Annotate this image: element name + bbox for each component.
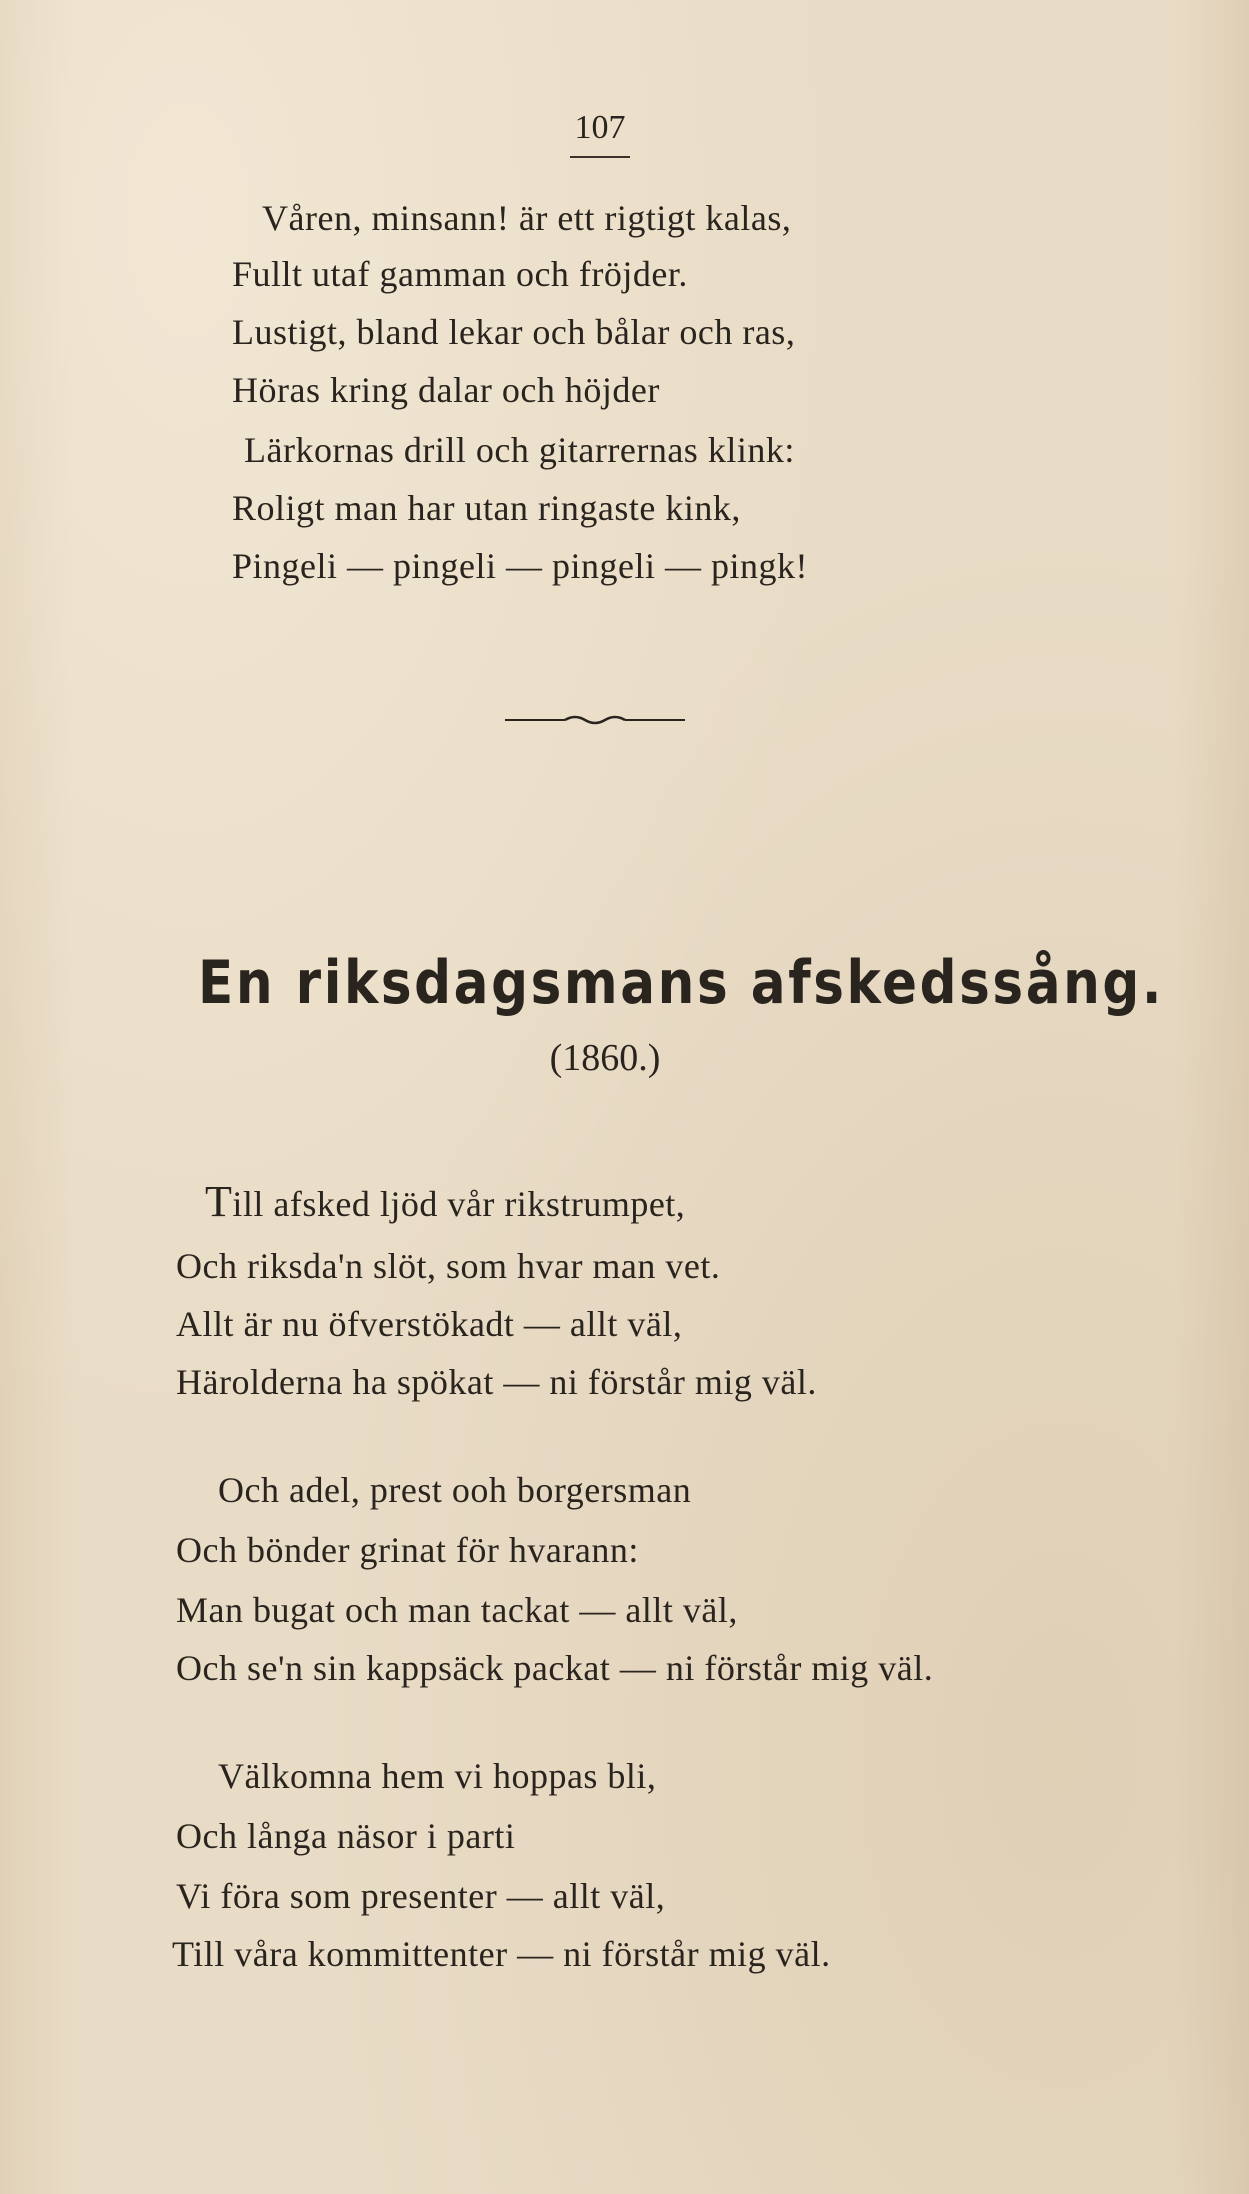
- poem-year: (1860.): [549, 1037, 661, 1079]
- poem1-line: Pingeli — pingeli — pingeli — pingk!: [232, 546, 808, 586]
- stanza2-line: Och adel, prest ooh borgersman: [218, 1470, 692, 1510]
- poem1-line: Fullt utaf gamman och fröjder.: [232, 254, 688, 294]
- stanza2-line: Man bugat och man tackat — allt väl,: [176, 1590, 738, 1630]
- poem1-line: Höras kring dalar och höjder: [232, 370, 660, 410]
- stanza2-line: Och se'n sin kappsäck packat — ni förstår mig väl.: [176, 1648, 934, 1688]
- ornament-divider: [505, 708, 685, 732]
- stanza3-line: Till våra kommittenter — ni förstår mig väl.: [172, 1934, 831, 1974]
- first-line-rest: ill afsked ljöd vår rikstrumpet,: [232, 1184, 686, 1224]
- poem1-line: Våren, minsann! är ett rigtigt kalas,: [262, 198, 792, 238]
- page-number: 107: [574, 109, 626, 146]
- poem-title: En riksdagsmans afskedssång.: [198, 948, 1165, 1018]
- page-number-rule: [570, 156, 630, 158]
- stanza3-line: Vi föra som presenter — allt väl,: [176, 1876, 666, 1916]
- drop-cap-letter: T: [205, 1177, 233, 1226]
- stanza1-line: Allt är nu öfverstökadt — allt väl,: [176, 1304, 683, 1344]
- stanza2-line: Och bönder grinat för hvarann:: [176, 1530, 639, 1570]
- stanza1-line: Härolderna ha spökat — ni förstår mig väl.: [176, 1362, 817, 1402]
- poem1-line: Roligt man har utan ringaste kink,: [232, 488, 741, 528]
- poem1-line: Lärkornas drill och gitarrernas klink:: [244, 430, 795, 470]
- stanza1-first-line: [205, 1177, 686, 1226]
- stanza3-line: Och långa näsor i parti: [176, 1816, 516, 1856]
- poem1-line: Lustigt, bland lekar och bålar och ras,: [232, 312, 796, 352]
- stanza3-line: Välkomna hem vi hoppas bli,: [218, 1756, 657, 1796]
- stanza1-line: Och riksda'n slöt, som hvar man vet.: [176, 1246, 721, 1286]
